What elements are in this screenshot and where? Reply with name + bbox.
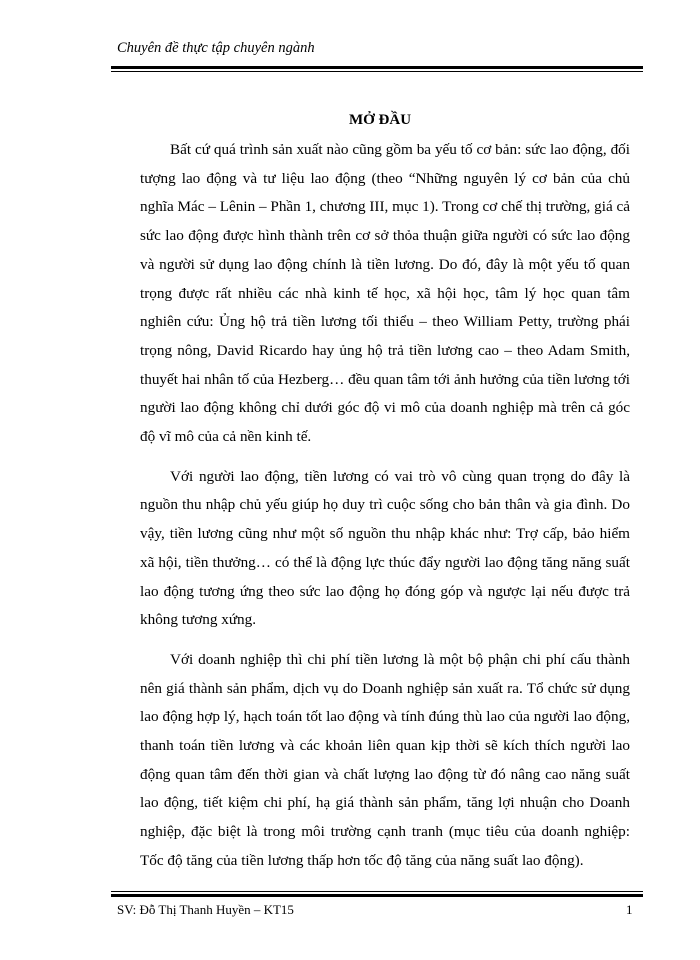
page-number: 1: [626, 902, 633, 917]
document-title: MỞ ĐẦU: [348, 112, 412, 128]
document-body: [140, 136, 630, 887]
footer-rule-thin: [111, 891, 643, 892]
footer-rule-thick: [111, 894, 643, 897]
footer-author: SV: Đỗ Thị Thanh Huyền – KT15: [117, 902, 294, 917]
paragraph-3: Với doanh nghiệp thì chi phí tiền lương là một bộ phận chi phí cấu thành nên giá thành sản phẩm, dịch vụ do Doanh nghiệp sản xuất ra. Tổ chức sử dụng lao động hợp lý, hạch toán tốt lao động và tính đúng thù lao của người lao động, thanh toán tiền lương và các khoản liên quan kịp thời sẽ kích thích người lao động quan tâm đến thời gian và chất lượng lao động từ đó nâng cao năng suất lao động, tiết kiệm chi phí, hạ giá thành sản phẩm, tăng lợi nhuận cho Doanh nghiệp, đặc biệt là trong môi trường cạnh tranh (mục tiêu của doanh nghiệp: Tốc độ tăng của tiền lương thấp hơn tốc độ tăng của năng suất lao động).: [140, 650, 630, 869]
header-rule-thin: [111, 71, 643, 72]
running-header: Chuyên đề thực tập chuyên ngành: [117, 40, 315, 56]
paragraph-1: Bất cứ quá trình sản xuất nào cũng gồm ba yếu tố cơ bản: sức lao động, đối tượng lao động và tư liệu lao động (theo “Những nguyên lý cơ bản của chủ nghĩa Mác – Lênin – Phần 1, chương III, mục 1). Trong cơ chế thị trường, giá cả sức lao động được hình thành trên cơ sở thỏa thuận giữa người có sức lao động và người sử dụng lao động chính là tiền lương. Do đó, đây là một yếu tố quan trọng được rất nhiều các nhà kinh tế học, xã hội học, tâm lý học quan tâm nghiên cứu: Ủng hộ trả tiền lương tối thiểu – theo William Petty, trường phái trọng nông, David Ricardo hay ủng hộ trả tiền lương cao – theo Adam Smith, thuyết hai nhân tố của Hezberg… đều quan tâm tới ảnh hưởng của tiền lương tới người lao động không chỉ dưới góc độ vi mô của doanh nghiệp mà trên cả góc độ vĩ mô của cả nền kinh tế.: [140, 141, 630, 446]
header-rule-thick: [111, 66, 643, 69]
paragraph-2: Với người lao động, tiền lương có vai trò vô cùng quan trọng do đây là nguồn thu nhập chủ yếu giúp họ duy trì cuộc sống cho bản thân và gia đình. Do vậy, tiền lương cũng như một số nguồn thu nhập khác như: Trợ cấp, bảo hiểm xã hội, tiền thưởng… có thể là động lực thúc đẩy người lao động tăng năng suất lao động tương ứng theo sức lao động họ đóng góp và ngược lại nếu được trả không tương xứng.: [140, 467, 630, 629]
